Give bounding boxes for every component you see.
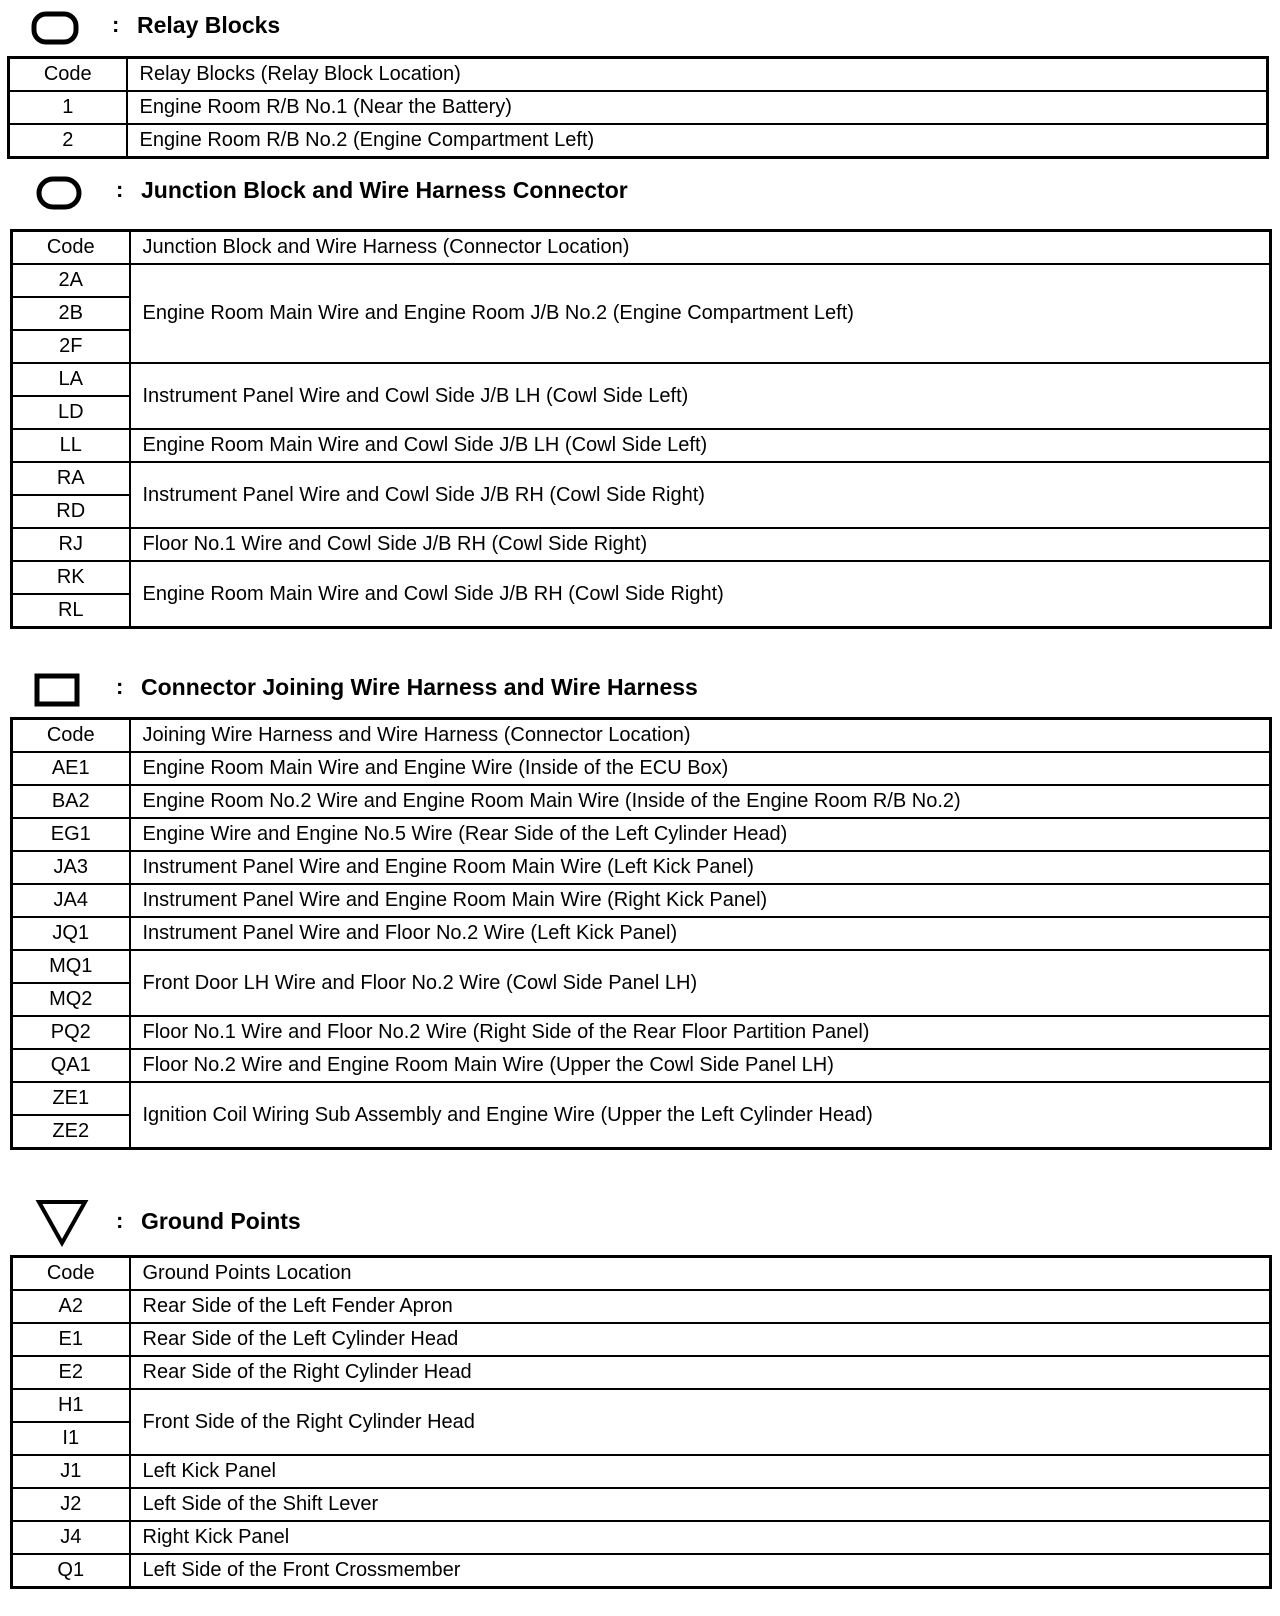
table-row [12, 752, 1271, 785]
table-row [12, 1356, 1271, 1389]
table-row [12, 528, 1271, 561]
ground-points-title: Ground Points [141, 1208, 301, 1234]
location-cell: Instrument Panel Wire and Engine Room Main Wire (Left Kick Panel) [130, 851, 1271, 884]
column-header-location: Junction Block and Wire Harness (Connector Location) [130, 231, 1271, 265]
table-row [12, 917, 1271, 950]
location-cell: Front Door LH Wire and Floor No.2 Wire (Cowl Side Panel LH) [130, 950, 1271, 1016]
location-cell: Left Side of the Front Crossmember [130, 1554, 1271, 1588]
code-cell: 2B [12, 297, 130, 330]
table-row [12, 1323, 1271, 1356]
code-cell: JQ1 [12, 917, 130, 950]
location-cell: Engine Room R/B No.2 (Engine Compartment Left) [127, 124, 1268, 158]
column-header-location: Ground Points Location [130, 1257, 1271, 1291]
location-cell: Engine Room Main Wire and Cowl Side J/B RH (Cowl Side Right) [130, 561, 1271, 628]
table-row [12, 1488, 1271, 1521]
location-cell: Ignition Coil Wiring Sub Assembly and Engine Wire (Upper the Left Cylinder Head) [130, 1082, 1271, 1149]
connector-header [0, 669, 1280, 709]
code-cell: PQ2 [12, 1016, 130, 1049]
table-row [12, 1290, 1271, 1323]
code-cell: I1 [12, 1422, 130, 1455]
location-cell: Rear Side of the Left Cylinder Head [130, 1323, 1271, 1356]
code-cell: RL [12, 594, 130, 628]
table-row [9, 91, 1268, 124]
location-cell: Floor No.1 Wire and Floor No.2 Wire (Right Side of the Rear Floor Partition Panel) [130, 1016, 1271, 1049]
code-cell: J2 [12, 1488, 130, 1521]
junction-block-oval-icon [34, 174, 86, 212]
column-header-location: Relay Blocks (Relay Block Location) [127, 58, 1268, 92]
table-row [12, 818, 1271, 851]
table-row [12, 1554, 1271, 1588]
table-row [12, 1049, 1271, 1082]
table-row [12, 264, 1271, 297]
code-cell: J4 [12, 1521, 130, 1554]
location-cell: Engine Wire and Engine No.5 Wire (Rear Side of the Left Cylinder Head) [130, 818, 1271, 851]
connector-title: Connector Joining Wire Harness and Wire Harness [141, 674, 698, 700]
location-cell: Instrument Panel Wire and Floor No.2 Wire (Left Kick Panel) [130, 917, 1271, 950]
code-cell: EG1 [12, 818, 130, 851]
code-cell: Q1 [12, 1554, 130, 1588]
table-row [12, 884, 1271, 917]
location-cell: Engine Room Main Wire and Cowl Side J/B LH (Cowl Side Left) [130, 429, 1271, 462]
code-cell: A2 [12, 1290, 130, 1323]
table-header-row [12, 231, 1271, 265]
table-row [12, 462, 1271, 495]
code-cell: RD [12, 495, 130, 528]
table-row [12, 1016, 1271, 1049]
code-cell: RK [12, 561, 130, 594]
code-cell: BA2 [12, 785, 130, 818]
code-cell: JA4 [12, 884, 130, 917]
code-cell: ZE1 [12, 1082, 130, 1115]
column-header-code: Code [12, 1257, 130, 1291]
location-cell: Front Side of the Right Cylinder Head [130, 1389, 1271, 1455]
location-cell: Rear Side of the Left Fender Apron [130, 1290, 1271, 1323]
code-cell: MQ1 [12, 950, 130, 983]
location-cell: Right Kick Panel [130, 1521, 1271, 1554]
location-cell: Rear Side of the Right Cylinder Head [130, 1356, 1271, 1389]
location-cell: Floor No.1 Wire and Cowl Side J/B RH (Cowl Side Right) [130, 528, 1271, 561]
code-cell: 2F [12, 330, 130, 363]
code-cell: 2 [9, 124, 127, 158]
relay-block-rounded-rect-icon [30, 10, 82, 46]
junction-block-table [10, 229, 1272, 629]
table-row [12, 1521, 1271, 1554]
code-cell: 2A [12, 264, 130, 297]
location-cell: Instrument Panel Wire and Cowl Side J/B LH (Cowl Side Left) [130, 363, 1271, 429]
code-cell: ZE2 [12, 1115, 130, 1149]
table-header-row [9, 58, 1268, 92]
code-cell: MQ2 [12, 983, 130, 1016]
table-row [12, 1389, 1271, 1422]
code-cell: LL [12, 429, 130, 462]
column-header-code: Code [9, 58, 127, 92]
table-row [12, 950, 1271, 983]
connector-table [10, 717, 1272, 1150]
ground-points-header [0, 1195, 1280, 1235]
location-cell: Engine Room R/B No.1 (Near the Battery) [127, 91, 1268, 124]
location-cell: Engine Room Main Wire and Engine Wire (Inside of the ECU Box) [130, 752, 1271, 785]
code-cell: LA [12, 363, 130, 396]
table-row [12, 363, 1271, 396]
column-header-code: Code [12, 719, 130, 753]
table-header-row [12, 719, 1271, 753]
table-row [12, 851, 1271, 884]
code-cell: H1 [12, 1389, 130, 1422]
header-colon: : [116, 674, 124, 699]
ground-points-table [10, 1255, 1272, 1589]
location-cell: Engine Room No.2 Wire and Engine Room Main Wire (Inside of the Engine Room R/B No.2) [130, 785, 1271, 818]
header-colon: : [116, 1208, 124, 1233]
location-cell: Floor No.2 Wire and Engine Room Main Wire (Upper the Cowl Side Panel LH) [130, 1049, 1271, 1082]
header-colon: : [116, 177, 124, 202]
code-cell: JA3 [12, 851, 130, 884]
code-cell: 1 [9, 91, 127, 124]
junction-block-title: Junction Block and Wire Harness Connector [141, 177, 628, 203]
table-row [12, 561, 1271, 594]
relay-blocks-table [7, 56, 1269, 159]
table-row [12, 1455, 1271, 1488]
location-cell: Instrument Panel Wire and Engine Room Main Wire (Right Kick Panel) [130, 884, 1271, 917]
location-cell: Engine Room Main Wire and Engine Room J/B No.2 (Engine Compartment Left) [130, 264, 1271, 363]
column-header-code: Code [12, 231, 130, 265]
relay-blocks-header [0, 4, 1280, 44]
connector-square-icon [33, 672, 81, 708]
code-cell: RJ [12, 528, 130, 561]
location-cell: Instrument Panel Wire and Cowl Side J/B RH (Cowl Side Right) [130, 462, 1271, 528]
code-cell: QA1 [12, 1049, 130, 1082]
relay-blocks-title: Relay Blocks [137, 12, 281, 38]
code-cell: AE1 [12, 752, 130, 785]
ground-point-triangle-icon [34, 1197, 90, 1247]
junction-block-header [0, 174, 1280, 214]
table-row [12, 1082, 1271, 1115]
header-colon: : [112, 12, 120, 37]
code-cell: E2 [12, 1356, 130, 1389]
table-row [12, 429, 1271, 462]
location-cell: Left Kick Panel [130, 1455, 1271, 1488]
table-row [9, 124, 1268, 158]
code-cell: LD [12, 396, 130, 429]
table-header-row [12, 1257, 1271, 1291]
code-cell: J1 [12, 1455, 130, 1488]
code-cell: E1 [12, 1323, 130, 1356]
table-row [12, 785, 1271, 818]
location-cell: Left Side of the Shift Lever [130, 1488, 1271, 1521]
column-header-location: Joining Wire Harness and Wire Harness (Connector Location) [130, 719, 1271, 753]
code-cell: RA [12, 462, 130, 495]
